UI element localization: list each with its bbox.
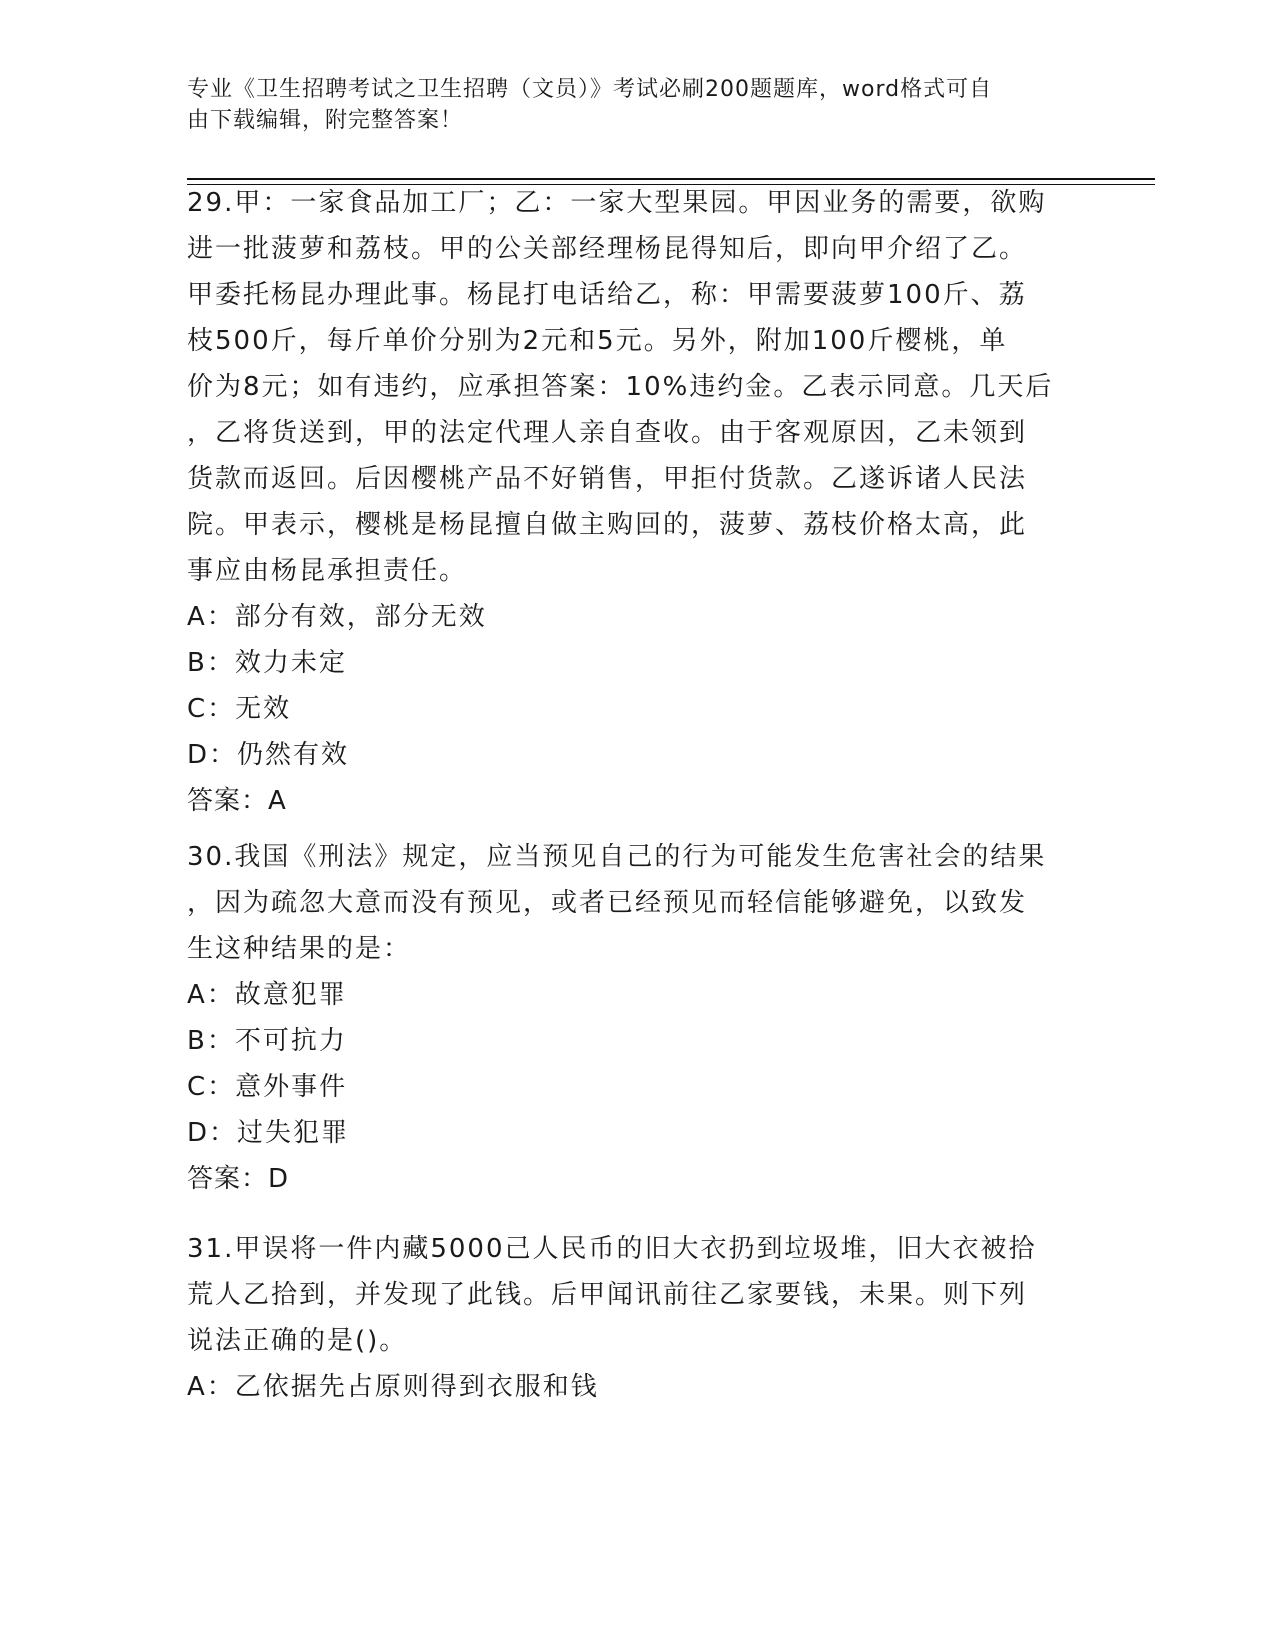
question-stem-line: 甲委托杨昆办理此事。杨昆打电话给乙，称：甲需要菠萝100斤、荔 — [187, 280, 1027, 310]
question-stem-line: 30.我国《刑法》规定，应当预见自己的行为可能发生危害社会的结果 — [187, 842, 1047, 872]
question-stem-line: 枝500斤，每斤单价分别为2元和5元。另外，附加100斤樱桃，单 — [187, 326, 1008, 356]
option-a: A：乙依据先占原则得到衣服和钱 — [187, 1372, 599, 1402]
option-d: D：过失犯罪 — [187, 1118, 350, 1148]
option-c: C：意外事件 — [187, 1072, 348, 1102]
question-30 — [187, 834, 1087, 1202]
option-c: C：无效 — [187, 694, 292, 724]
option-d: D：仍然有效 — [187, 740, 350, 770]
question-stem-line: 进一批菠萝和荔枝。甲的公关部经理杨昆得知后，即向甲介绍了乙。 — [187, 234, 1028, 264]
question-stem-line: 说法正确的是()。 — [187, 1326, 408, 1356]
question-31 — [187, 1226, 1087, 1410]
question-stem-line: 荒人乙拾到，并发现了此钱。后甲闻讯前往乙家要钱，未果。则下列 — [187, 1280, 1028, 1310]
question-stem-line: 29.甲：一家食品加工厂；乙：一家大型果园。甲因业务的需要，欲购 — [187, 188, 1047, 218]
answer-line: 答案：A — [187, 786, 287, 816]
question-stem-line: ，因为疏忽大意而没有预见，或者已经预见而轻信能够避免，以致发 — [187, 888, 1028, 918]
option-a: A：部分有效，部分无效 — [187, 602, 487, 632]
option-b: B：效力未定 — [187, 648, 347, 678]
question-stem-line: 生这种结果的是： — [187, 934, 412, 964]
option-b: B：不可抗力 — [187, 1026, 347, 1056]
option-a: A：故意犯罪 — [187, 980, 347, 1010]
question-stem-line: 31.甲误将一件内藏5000己人民币的旧大衣扔到垃圾堆，旧大衣被拾 — [187, 1234, 1037, 1264]
question-29 — [187, 180, 1087, 824]
question-stem-line: ，乙将货送到，甲的法定代理人亲自查收。由于客观原因，乙未领到 — [187, 418, 1028, 448]
question-stem-line: 价为8元；如有违约，应承担答案：10%违约金。乙表示同意。几天后 — [187, 372, 1054, 402]
question-stem-line: 货款而返回。后因樱桃产品不好销售，甲拒付货款。乙遂诉诸人民法 — [187, 464, 1028, 494]
question-stem-line: 院。甲表示，樱桃是杨昆擅自做主购回的，菠萝、荔枝价格太高，此 — [187, 510, 1028, 540]
answer-line: 答案：D — [187, 1164, 290, 1194]
document-header: 专业《卫生招聘考试之卫生招聘（文员）》考试必刷200题题库，word格式可自 由下载编辑，附完整答案！ — [187, 77, 993, 133]
question-stem-line: 事应由杨昆承担责任。 — [187, 556, 468, 586]
